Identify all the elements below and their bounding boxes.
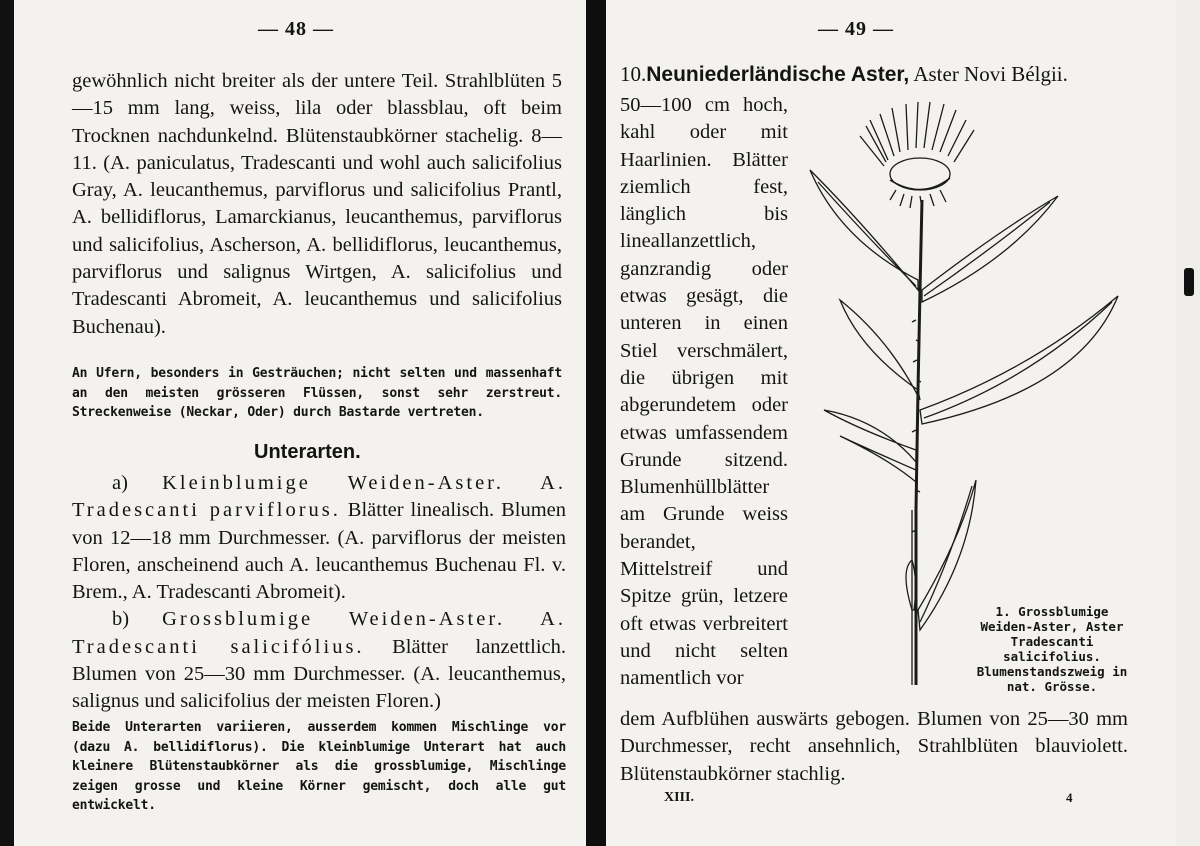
subspecies-b [72, 606, 566, 715]
entry-number: 10. [620, 62, 647, 86]
aster-illustration [800, 90, 1130, 690]
subspecies-b-prefix: b) [112, 608, 163, 631]
right-body-wide: dem Aufblühen auswärts gebogen. Blumen von 25—30 mm Durchmesser, recht ansehnlich, Strahlblüten blauviolett. Blütenstaubkörner stachlig. [620, 708, 1128, 785]
edge-mark [1184, 268, 1194, 296]
subspecies-a-prefix: a) [112, 472, 163, 494]
entry-title-german: Neuniederländische Aster, [646, 63, 910, 86]
footer-number: 4 [1066, 790, 1073, 805]
subspecies-b-name: Grossblumige Weiden-Aster. A. Tradescanti salicifólius. [72, 608, 566, 658]
right-page [606, 0, 1176, 846]
right-body-narrow: 50—100 cm hoch, kahl oder mit Haarlinien. Blätter ziemlich fest, länglich bis lineallanzettlich, ganzrandig oder etwas gesägt, die unteren in einen Stiel verschmälert, die übrigen mit abgerundetem oder etwas umfassendem Grunde sitzend. Blumenhüllblätter am Grunde weiss berandet, Mittelstreif und Spitze grün, letzere oft etwas verbreitert und nicht selten namentlich vor [620, 94, 788, 690]
entry-title [620, 62, 1068, 87]
right-edge [1176, 0, 1200, 846]
subspecies-a-text: Blätter linealisch. Blumen von 12—18 mm Durchmesser. (A. parviflorus der meisten Floren, anscheinend auch A. leucanthemus Buchenau Fl. v. Brem., A. Tradescanti Abromeit). [72, 499, 567, 604]
left-habitat-note: An Ufern, besonders in Gesträuchen; nicht selten und massenhaft an den meisten grösseren Flüssen, sonst sehr zerstreut. Streckenweise (Neckar, Oder) durch Bastarde vertreten. [72, 366, 562, 420]
left-page [14, 0, 586, 846]
subspecies-a-name: Kleinblumige Weiden-Aster. A. Tradescanti parviflorus. [72, 472, 566, 522]
subspecies-b-text: Blätter lanzettlich. Blumen von 25—30 mm Durchmesser. (A. leucanthemus, salignus und salicifolius der meisten Floren.) [72, 635, 566, 713]
left-variation-note: Beide Unterarten variieren, ausserdem kommen Mischlinge vor (dazu A. bellidiflorus). Die kleinblumige Unterart hat auch kleinere Blütenstaubkörner als die grossblumige, Mischlinge zeigen grosse und kleine Körner gemischt, doch alle gut entwickelt. [72, 720, 566, 813]
page-number-left: — 48 — [258, 18, 334, 40]
book-gutter [586, 0, 606, 846]
subspecies-paragraphs [72, 470, 566, 716]
left-body-paragraph: gewöhnlich nicht breiter als der untere Teil. Strahlblüten 5—15 mm lang, weiss, lila oder blassblau, oft beim Trocknen nachdunkelnd. Blütenstaubkörner stachelig. 8—11. (A. paniculatus, Tradescanti und wohl auch salicifolius Gray, A. leucanthemus, parviflorus und salicifolius Prantl, A. bellidiflorus, Lamarckianus, leucanthemus, parviflorus und salicifolius, Ascherson, A. bellidiflorus, leucanthemus, parviflorus und salignus Wirtgen, A. salicifolius und Tradescanti Abromeit, A. leucanthemus und salicifolius Buchenau). [72, 70, 562, 338]
footer-signature: XIII. [664, 790, 694, 805]
subspecies-heading: Unterarten. [254, 441, 361, 463]
entry-title-latin: Aster Novi Bélgii. [909, 62, 1068, 86]
subspecies-a [72, 470, 566, 606]
illustration-caption: 1. Grossblumige Weiden-Aster, Aster Tradescanti salicifolius. Blumenstandszweig in nat. Grösse. [976, 604, 1128, 694]
left-edge-shadow [0, 0, 14, 846]
page-number-right: — 49 — [818, 18, 894, 40]
